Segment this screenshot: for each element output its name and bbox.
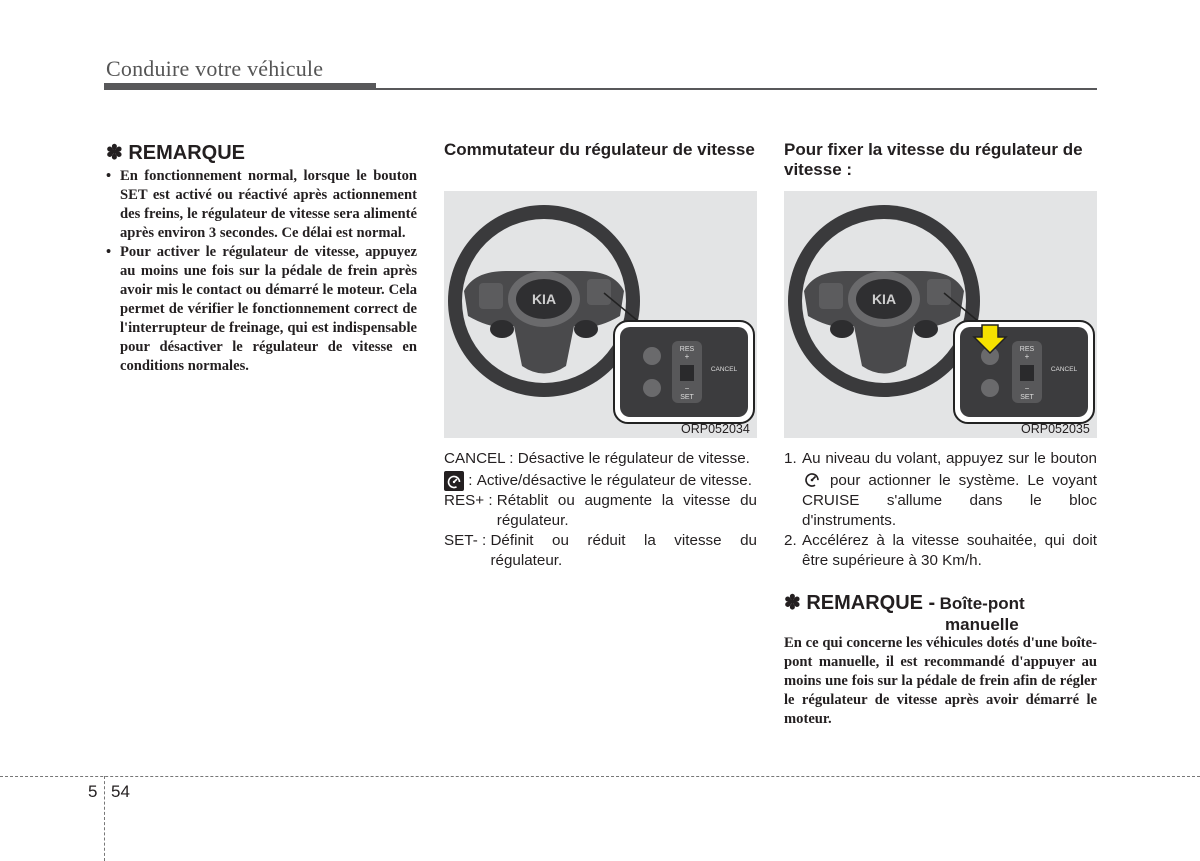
page-number: 54 xyxy=(111,782,130,801)
remark-manual-body: En ce qui concerne les véhicules dotés d'une boîte-pont manuelle, il est recommandé d'appuyer au moins une fois sur la pédale de frein afin de régler le régulateur de vitesse après avoir démarré le moteur. xyxy=(784,635,1097,727)
footer-rule-vertical xyxy=(104,776,105,861)
svg-text:+: + xyxy=(1024,352,1030,361)
section-heading-set-speed: Pour fixer la vitesse du régulateur de vitesse : xyxy=(784,140,1083,179)
steering-wheel-icon xyxy=(784,191,1097,438)
remark-bullets xyxy=(106,167,417,376)
step-2 xyxy=(784,531,1097,571)
definition-term: RES+ : xyxy=(444,492,493,510)
footer-rule xyxy=(0,776,1200,777)
definition-text: Rétablit ou augmente la vitesse du régulateur. xyxy=(496,492,757,530)
remark-bullet-1: • En fonctionnement normal, lorsque le bouton SET est activé ou réactivé après actionnement des freins, le régulateur de vitesse sera alimenté après environ 3 secondes. Ce délai est normal. xyxy=(106,167,417,243)
svg-text:SET: SET xyxy=(1020,394,1034,401)
remark-subtitle: Boîte-pont xyxy=(939,594,1025,613)
svg-text:RES: RES xyxy=(679,346,695,353)
figure-code-1: ORP052034 xyxy=(681,422,750,436)
definition-res xyxy=(444,491,757,531)
remark-bullet-2: • Pour activer le régulateur de vitesse, appuyez au moins une fois sur la pédale de frein après avoir mis le contact ou démarré le moteur. Cela permet de vérifier le fonctionnement correct de l'interrupteur de freinage, qui est indispensable pour désactiver le régulateur de vitesse en conditions normales. xyxy=(106,243,417,376)
svg-text:RES: RES xyxy=(1019,346,1035,353)
svg-text:−: − xyxy=(684,384,690,393)
steering-wheel-icon xyxy=(444,191,757,438)
cruise-control-icon xyxy=(444,471,464,491)
definition-term: CANCEL : xyxy=(444,450,514,467)
step-text: pour actionner le système. Le voyant CRUISE s'allume dans le bloc d'instruments. xyxy=(802,472,1097,529)
figure-code-2: ORP052035 xyxy=(1021,422,1090,436)
step-text: Au niveau du volant, appuyez sur le bouton xyxy=(802,450,1097,467)
chapter-number: 5 xyxy=(88,782,98,801)
svg-text:SET: SET xyxy=(680,394,694,401)
cruise-control-icon xyxy=(802,469,822,489)
step-text: Accélérez à la vitesse souhaitée, qui doit être supérieure à 30 Km/h. xyxy=(802,532,1097,569)
set-speed-steps xyxy=(784,449,1097,571)
definition-cancel xyxy=(444,449,757,469)
step-number: 2. xyxy=(784,532,797,549)
definition-term: SET- : xyxy=(444,532,487,550)
definition-set xyxy=(444,531,757,571)
header-rule xyxy=(104,88,1097,90)
section-heading-switch: Commutateur du régulateur de vitesse xyxy=(444,140,755,159)
remark-manual-heading xyxy=(784,590,1097,635)
step-1 xyxy=(784,449,1097,531)
definition-term: : xyxy=(468,472,473,490)
definition-text: Désactive le régulateur de vitesse. xyxy=(517,450,750,467)
remark-subtitle: manuelle xyxy=(945,615,1019,634)
svg-text:KIA: KIA xyxy=(871,291,897,307)
svg-text:CANCEL: CANCEL xyxy=(1050,366,1078,373)
step-number: 1. xyxy=(784,450,797,467)
steering-wheel-illustration-1 xyxy=(444,191,757,438)
svg-text:+: + xyxy=(684,352,690,361)
remark-heading: ✽ REMARQUE xyxy=(106,142,245,164)
button-definitions xyxy=(444,449,757,571)
remark-label: ✽ REMARQUE - xyxy=(784,592,936,614)
svg-text:−: − xyxy=(1024,384,1030,393)
running-header: Conduire votre véhicule xyxy=(106,56,324,81)
definition-cruise xyxy=(444,471,757,491)
svg-text:CANCEL: CANCEL xyxy=(710,366,738,373)
svg-text:KIA: KIA xyxy=(531,291,557,307)
definition-text: Active/désactive le régulateur de vitesse. xyxy=(476,472,752,489)
definition-text: Définit ou réduit la vitesse du régulateur. xyxy=(490,532,757,570)
steering-wheel-illustration-2 xyxy=(784,191,1097,438)
